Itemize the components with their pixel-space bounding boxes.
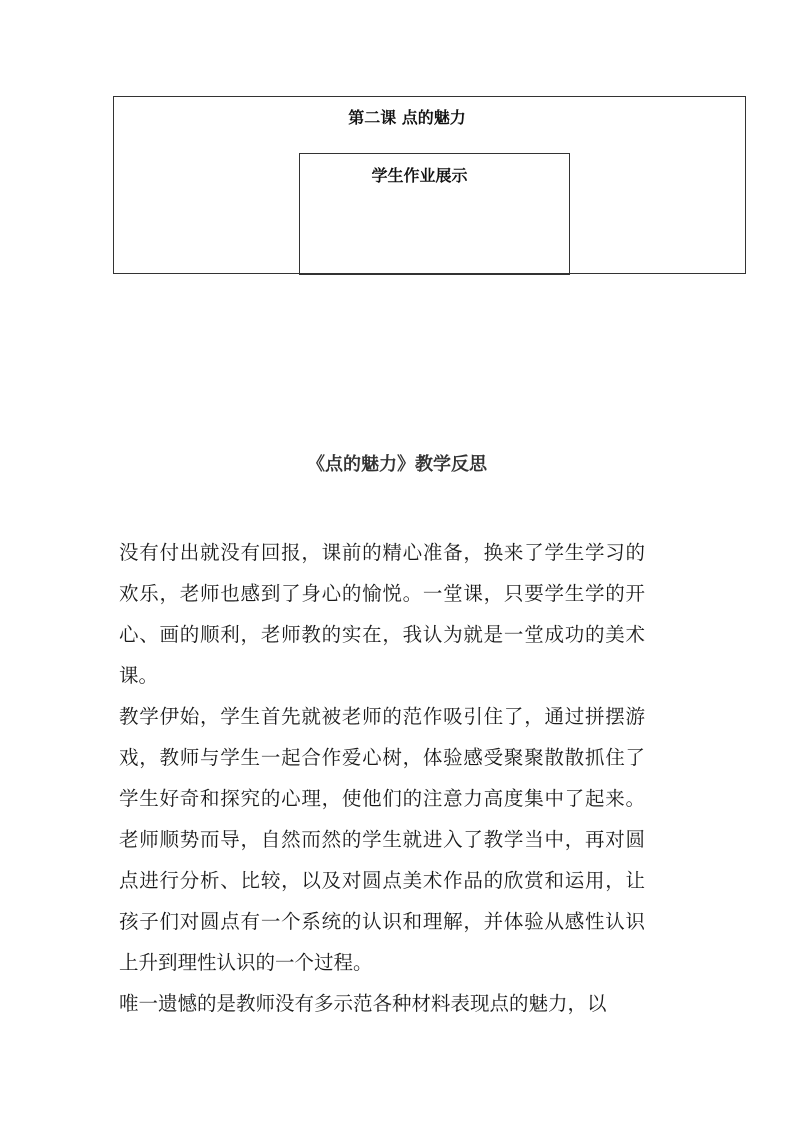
reflection-paragraph: 没有付出就没有回报，课前的精心准备，换来了学生学习的欢乐，老师也感到了身心的愉悦。一堂课，只要学生学的开心、画的顺利，老师教的实在，我认为就是一堂成功的美术课。 — [119, 541, 645, 687]
reflection-title: 《点的魅力》教学反思 — [307, 454, 487, 475]
student-work-title: 学生作业展示 — [371, 166, 468, 185]
reflection-paragraph: 教学伊始，学生首先就被老师的范作吸引住了，通过拼摆游戏，教师与学生一起合作爱心树，体验感受聚聚散散抓住了学生好奇和探究的心理，使他们的注意力高度集中了起来。老师顺势而导，自然而然的学生就进入了教学当中，再对圆点进行分析、比较，以及对圆点美术作品的欣赏和运用，让孩子们对圆点有一个系统的认识和理解，并体验从感性认识上升到理性认识的一个过程。 — [119, 705, 645, 974]
reflection-body — [119, 532, 645, 1024]
reflection-paragraph: 唯一遗憾的是教师没有多示范各种材料表现点的魅力，以 — [119, 992, 607, 1015]
lesson-title: 第二课 点的魅力 — [348, 108, 466, 127]
